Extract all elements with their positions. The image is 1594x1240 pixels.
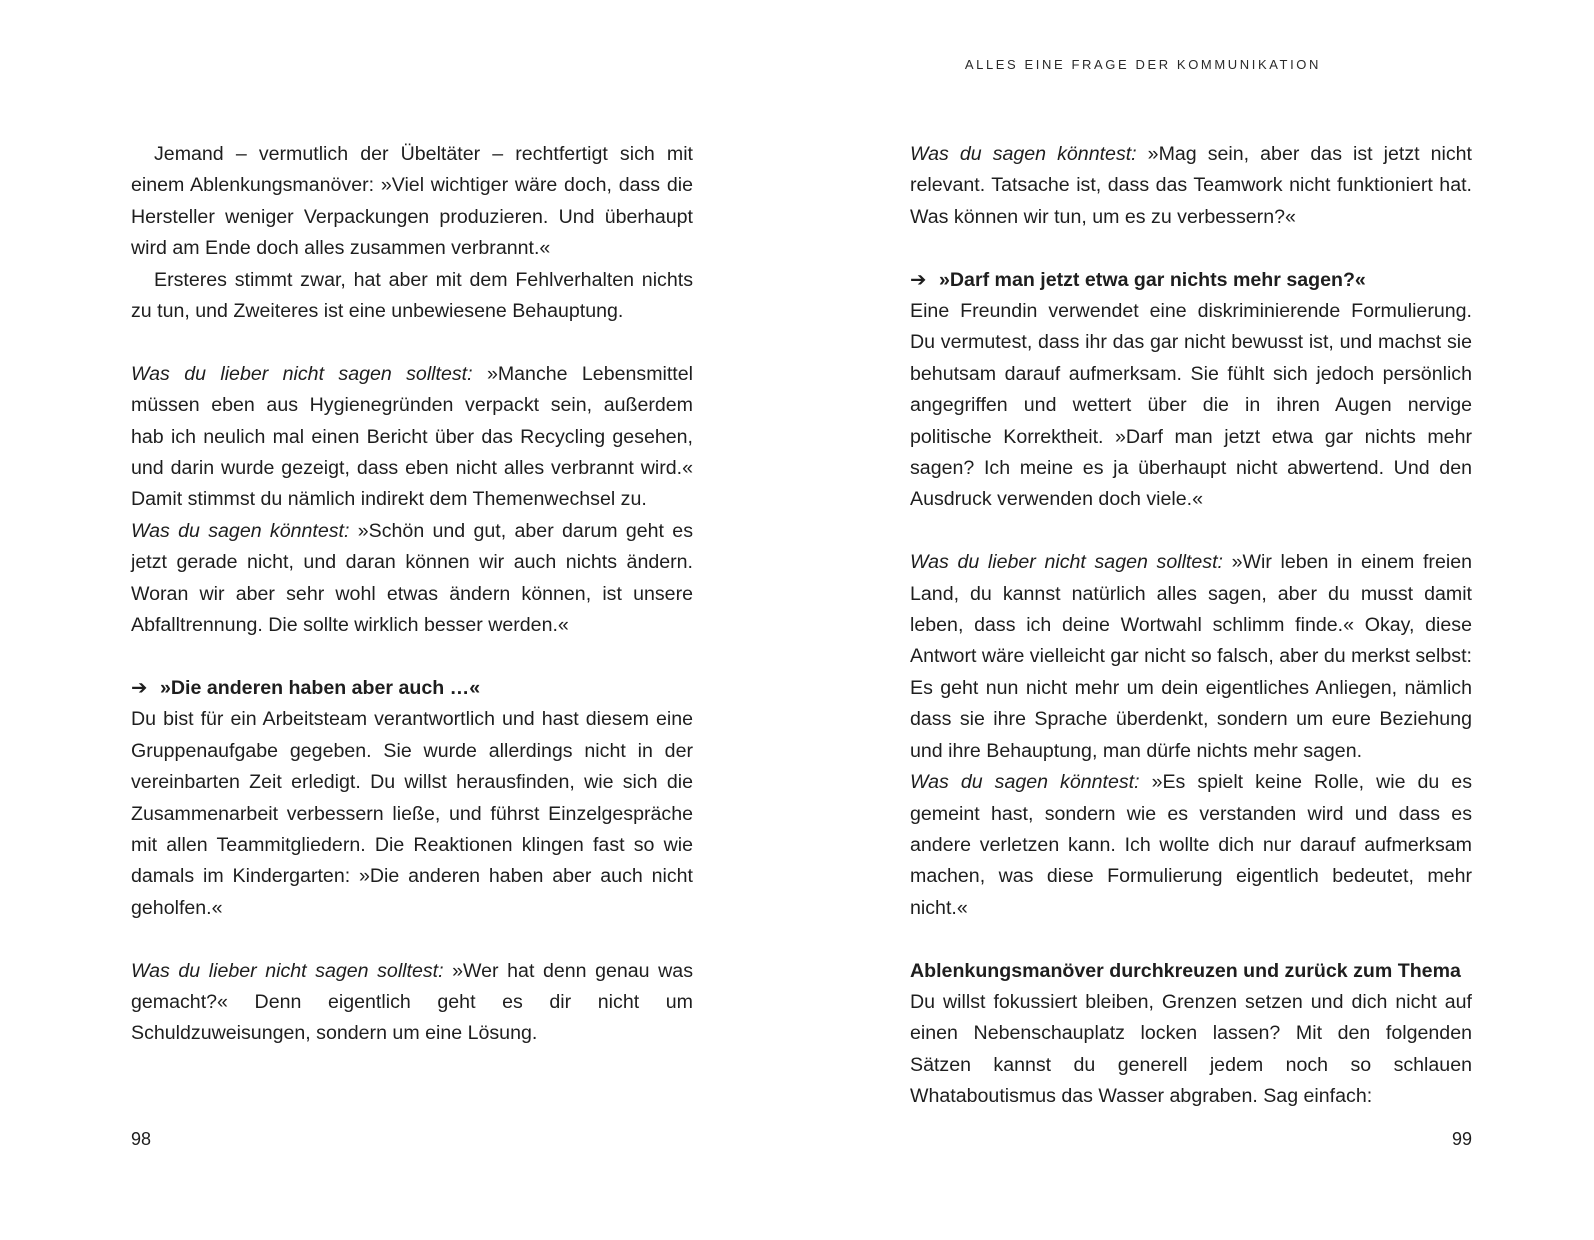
example-text: »Manche Lebensmittel müssen eben aus Hygienegründen verpackt sein, außerdem hab ich neulich mal einen Bericht über das Recycling gesehen, und darin wurde gezeigt, dass eben nicht alles verbrannt wird.« Damit stimmst du nämlich indirekt dem Themenwechsel zu.: [131, 362, 694, 511]
subheading-text: »Darf man jetzt etwa gar nichts mehr sagen?«: [939, 268, 1366, 291]
arrow-right-icon: ➔: [910, 268, 927, 291]
subheading: [131, 673, 693, 704]
right-page-body: [910, 139, 1472, 1113]
page-number: 99: [1451, 1129, 1472, 1149]
paragraph: Jemand – vermutlich der Übeltäter – rechtfertigt sich mit einem Ablenkungsmanöver: »Viel wichtiger wäre doch, dass die Hersteller weniger Verpackungen produzieren. Und überhaupt wird am Ende doch alles zusammen verbrannt.«: [131, 143, 693, 260]
example-label: Was du lieber nicht sagen solltest:: [131, 362, 473, 385]
example-text: »Wer hat denn genau was gemacht?« Denn eigentlich geht es dir nicht um Schuldzuweisungen, sondern um eine Lösung.: [131, 959, 693, 1045]
spacer: [910, 233, 1472, 264]
example-text: »Wir leben in einem freien Land, du kannst natürlich alles sagen, aber du musst damit leben, dass ich deine Wortwahl schlimm finde.« Okay, diese Antwort wäre vielleicht gar nicht so falsch, aber du merkst selbst: Es geht nun nicht mehr um dein eigentliches Anliegen, nämlich dass sie ihre Sprache überdenkt, sondern um eure Beziehung und ihre Behauptung, man dürfe nichts mehr sagen.: [910, 551, 1472, 762]
example-could-say: [131, 516, 693, 642]
example-label: Was du sagen könntest:: [910, 771, 1140, 794]
example-could-say: [910, 139, 1472, 233]
paragraph: Du bist für ein Arbeitsteam verantwortlich und hast diesem eine Gruppenaufgabe gegeben. Sie wurde allerdings nicht in der vereinbarten Zeit erledigt. Du willst herausfinden, wie sich die Zusammenarbeit verbessern ließe, und führst Einzelgespräche mit allen Teammitgliedern. Die Reaktionen klingen fast so wie damals im Kindergarten: »Die anderen haben aber auch nicht geholfen.«: [131, 708, 693, 919]
subheading-text: »Die anderen haben aber auch …«: [160, 676, 481, 699]
example-dont-say: [910, 547, 1472, 767]
example-label: Was du sagen könntest:: [131, 519, 350, 542]
paragraph: Eine Freundin verwendet eine diskriminierende Formulierung. Du vermutest, dass ihr das gar nicht bewusst ist, und machst sie behutsam darauf aufmerksam. Sie fühlt sich jedoch persönlich angegriffen und wettert über die in ihren Augen nervige politische Korrektheit. »Darf man jetzt etwa gar nichts mehr sagen? Ich meine es ja überhaupt nicht abwertend. Und den Ausdruck verwenden doch viele.«: [910, 300, 1472, 511]
example-could-say: [910, 767, 1472, 924]
example-text: »Schön und gut, aber darum geht es jetzt gerade nicht, und daran können wir auch nichts ändern. Woran wir aber sehr wohl etwas ändern können, ist unsere Abfalltrennung. Die sollte wirklich besser werden.«: [131, 519, 693, 637]
example-text: »Es spielt keine Rolle, wie du es gemeint hast, sondern wie es verstanden wird und dass es andere verletzen kann. Ich wollte dich nur darauf aufmerksam machen, was diese Formulierung eigentlich bedeutet, mehr nicht.«: [910, 771, 1473, 919]
subheading: [910, 265, 1472, 296]
example-text: »Mag sein, aber das ist jetzt nicht relevant. Tatsache ist, dass das Teamwork nicht funktioniert hat. Was können wir tun, um es zu verbessern?«: [910, 143, 1473, 228]
example-dont-say: [131, 956, 693, 1050]
spacer: [131, 327, 693, 358]
running-head: ALLES EINE FRAGE DER KOMMUNIKATION: [964, 57, 1321, 72]
spacer: [910, 924, 1472, 955]
example-dont-say: [131, 359, 693, 516]
spacer: [131, 641, 693, 672]
arrow-right-icon: ➔: [131, 676, 148, 699]
example-label: Was du lieber nicht sagen solltest:: [910, 551, 1223, 574]
paragraph: Ersteres stimmt zwar, hat aber mit dem Fehlverhalten nichts zu tun, und Zweiteres ist eine unbewiesene Behauptung.: [131, 268, 693, 323]
left-page-body: [131, 139, 693, 1050]
example-label: Was du lieber nicht sagen solltest:: [131, 959, 444, 982]
spacer: [131, 924, 693, 955]
section-heading: Ablenkungsmanöver durchkreuzen und zurück zum Thema: [910, 959, 1461, 982]
spacer: [910, 516, 1472, 547]
page-number: 98: [131, 1129, 152, 1149]
paragraph: Du willst fokussiert bleiben, Grenzen setzen und dich nicht auf einen Nebenschauplatz locken lassen? Mit den folgenden Sätzen kannst du generell jedem noch so schlauen Whataboutismus das Wasser abgraben. Sag einfach:: [910, 990, 1472, 1108]
example-label: Was du sagen könntest:: [910, 143, 1137, 165]
